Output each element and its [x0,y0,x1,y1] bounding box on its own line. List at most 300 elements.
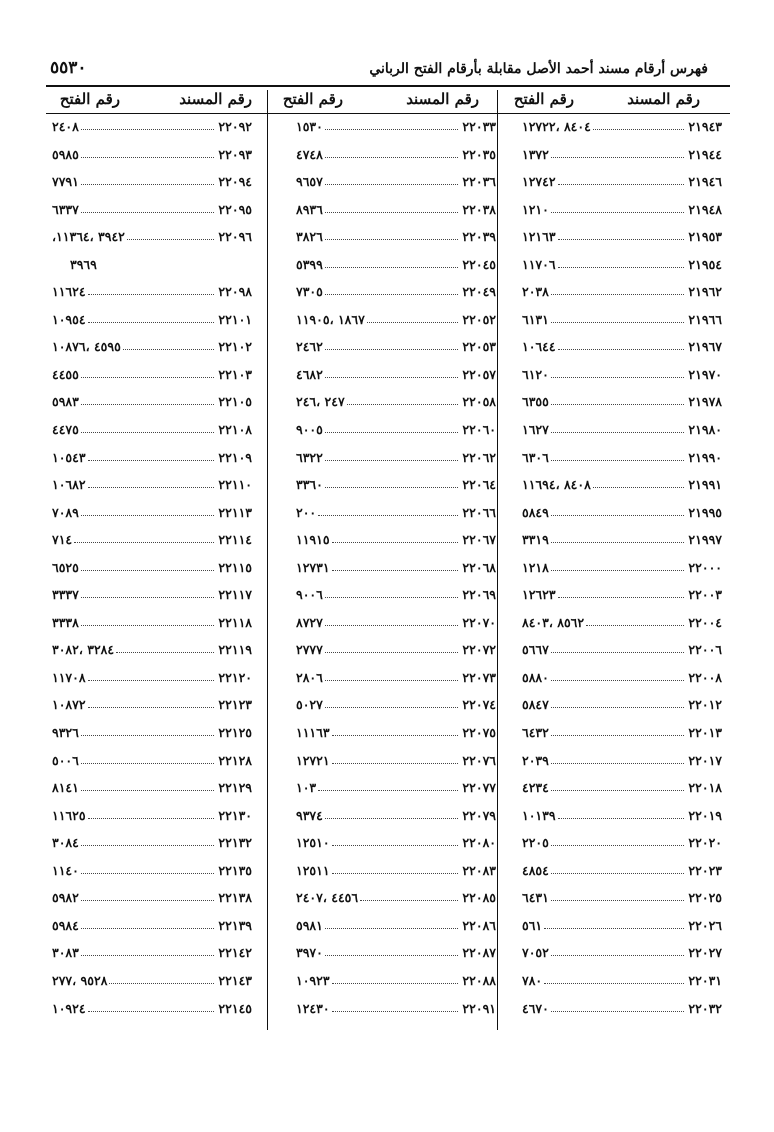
musnad-number: ٢٢٠٨٣ [462,862,496,878]
fath-number: ١١٧٠٨ [52,669,86,685]
musnad-number: ٢٢٠٥٣ [462,339,496,355]
leader-dots [81,184,214,185]
fath-number: ٤٦٧٠ [522,1000,549,1016]
fath-number: ٨٧٢٧ [296,614,323,630]
leader-dots [551,790,684,791]
index-row [296,499,496,527]
index-row [296,306,496,334]
fath-number: ١١٩١٥ [296,532,330,548]
fath-number: ١٠١٣٩ [522,807,556,823]
musnad-number: ٢٢٠٥٨ [462,394,496,410]
index-row [52,471,252,499]
leader-dots [332,570,458,571]
fath-number: ١٢١٨ [522,559,549,575]
fath-number: ٢٢٠٥ [522,835,549,851]
leader-dots [325,377,458,378]
fath-number: ٨٩٣٦ [296,201,323,217]
index-row [296,829,496,857]
fath-number: ٩٠٠٥ [296,422,323,438]
fath-number: ٣٩٤٢ ،١١٣٦٤، [52,229,125,245]
musnad-number: ٢٢٠٧٦ [462,752,496,768]
index-row [296,471,496,499]
top-rule [46,85,730,87]
musnad-number: ٢٢٠٦٤ [462,477,496,493]
fath-number: ٦٥٢٥ [52,559,79,575]
musnad-number: ٢٢١٢٣ [218,697,252,713]
musnad-number: ٢٢٠٧٢ [462,642,496,658]
leader-dots [81,129,214,130]
leader-dots [325,928,458,929]
page-number: ٥٥٣٠ [50,58,87,78]
musnad-number: ٢٢٠٠٤ [688,614,722,630]
musnad-number: ٢٢١٣٠ [218,807,252,823]
leader-dots [81,570,214,571]
musnad-number: ٢٢٠٦٨ [462,559,496,575]
index-column-1 [522,113,722,1022]
fath-number: ١٠٨٧٢ [52,697,86,713]
fath-number: ٥٠٢٧ [296,697,323,713]
index-row [522,361,722,389]
musnad-number: ٢٢٠٢٣ [688,862,722,878]
musnad-number: ٢٢١٣٥ [218,862,252,878]
fath-number: ٦٣٢٢ [296,449,323,465]
fath-number: ١١٦٢٥ [52,807,86,823]
leader-dots [325,239,458,240]
leader-dots [551,1011,684,1012]
leader-dots [332,735,458,736]
fath-number: ٤٨٥٤ [522,862,549,878]
fath-number: ٣٣٣٨ [52,614,79,630]
musnad-number: ٢٢٠٠٣ [688,587,722,603]
index-row [52,444,252,472]
fath-number: ١٠٦٤٤ [522,339,556,355]
fath-number: ٧٣٠٥ [296,284,323,300]
index-row [52,251,252,279]
fath-number: ٦٤٣٢ [522,725,549,741]
leader-dots [558,349,684,350]
musnad-number: ٢٢٠٣١ [688,972,722,988]
leader-dots [325,597,458,598]
index-row [52,278,252,306]
index-row [52,664,252,692]
musnad-number: ٢٢٠٧٥ [462,725,496,741]
index-row [52,884,252,912]
fath-number: ٩٠٠٦ [296,587,323,603]
index-row [522,251,722,279]
leader-dots [325,818,458,819]
fath-number: ١٥٣٠ [296,119,323,134]
fath-number: ٤٧٤٨ [296,146,323,162]
leader-dots [116,652,214,653]
column-divider-right [497,90,498,1030]
leader-dots [325,184,458,185]
fath-number: ٥٦١ [522,917,543,933]
index-row [52,857,252,885]
musnad-number: ٢٢٠٩٤ [218,174,252,190]
musnad-number: ٢٢٠٤٩ [462,284,496,300]
fath-number: ٥٩٨٥ [52,146,79,162]
leader-dots [81,625,214,626]
leader-dots [88,487,214,488]
fath-number: ٧٧٩١ [52,174,79,190]
index-row [52,388,252,416]
musnad-number: ٢١٩٩٥ [688,504,722,520]
musnad-number: ٢٢١٤٢ [218,945,252,961]
leader-dots [551,707,684,708]
musnad-number: ٢١٩٤٤ [688,146,722,162]
index-row [522,526,722,554]
index-row [52,995,252,1023]
musnad-number: ٢٢٠٦٢ [462,449,496,465]
musnad-number: ٢٢٠٦٧ [462,532,496,548]
index-row [522,278,722,306]
index-row [522,967,722,995]
fath-number: ٢٤٧ ،٢٤٦ [296,394,345,410]
musnad-number: ٢١٩٧٨ [688,394,722,410]
musnad-number: ٢١٩٨٠ [688,422,722,438]
fath-number: ٥٨٤٩ [522,504,549,520]
musnad-number: ٢٢٠٣٩ [462,229,496,245]
fath-number: ١٢٧٤٢ [522,174,556,190]
leader-dots [81,873,214,874]
leader-dots [325,625,458,626]
fath-number: ١١٧٠٦ [522,256,556,272]
musnad-number: ٢٢١٠٩ [218,449,252,465]
musnad-number: ٢٢٠٠٦ [688,642,722,658]
musnad-number: ٢٢٠٧٠ [462,614,496,630]
index-row [296,774,496,802]
fath-number: ٨٤٠٨ ،١١٦٩٤ [522,477,591,493]
musnad-number: ٢١٩٥٣ [688,229,722,245]
leader-dots [81,212,214,213]
leader-dots [325,212,458,213]
leader-dots [558,267,684,268]
leader-dots [593,487,684,488]
musnad-number: ٢٢١٢٥ [218,725,252,741]
index-row [296,664,496,692]
index-row [296,747,496,775]
fath-number: ٦١٣١ [522,311,549,327]
fath-number: ٥٩٨٤ [52,917,79,933]
leader-dots [558,184,684,185]
fath-number: ١٢١٦٣ [522,229,556,245]
leader-dots [325,294,458,295]
musnad-number: ٢١٩٥٤ [688,256,722,272]
leader-dots [551,955,684,956]
leader-dots [551,735,684,736]
index-row [522,554,722,582]
musnad-number: ٢٢٠١٧ [688,752,722,768]
leader-dots [325,707,458,708]
index-row [52,113,252,141]
fath-number: ٣٩٧٠ [296,945,323,961]
musnad-number: ٢٢١٠٥ [218,394,252,410]
fath-number: ٦٣٣٧ [52,201,79,217]
index-row [52,747,252,775]
musnad-number: ٢٢٠٦٩ [462,587,496,603]
col2-header-musnad: رقم المسند [406,90,479,108]
musnad-number: ٢٢١١٧ [218,587,252,603]
index-row [522,636,722,664]
fath-number: ٤٦٨٢ [296,366,323,382]
leader-dots [325,157,458,158]
index-row [522,691,722,719]
leader-dots [551,845,684,846]
leader-dots [325,432,458,433]
index-row [52,416,252,444]
index-row [52,636,252,664]
fath-number: ١٨٦٧ ،١١٩٠٥ [296,311,365,327]
musnad-number: ٢١٩٤٨ [688,201,722,217]
index-row [296,416,496,444]
fath-number: ٥٨٨٠ [522,669,549,685]
index-row [522,416,722,444]
leader-dots [81,763,214,764]
index-row [522,995,722,1023]
leader-dots [81,597,214,598]
musnad-number: ٢٢٠٩٢ [218,119,252,134]
fath-number: ٣٩٦٩ [70,256,97,272]
leader-dots [360,900,458,901]
musnad-number: ٢٢١١٠ [218,477,252,493]
fath-number: ١٦٢٧ [522,422,549,438]
leader-dots [551,570,684,571]
index-row [522,141,722,169]
musnad-number: ٢٢١٢٩ [218,780,252,796]
musnad-number: ٢٢٠٥٢ [462,311,496,327]
leader-dots [74,542,214,543]
index-row [522,196,722,224]
musnad-number: ٢٢١١٣ [218,504,252,520]
leader-dots [332,1011,458,1012]
musnad-number: ٢٢١١٨ [218,614,252,630]
fath-number: ٣٣٦٠ [296,477,323,493]
musnad-number: ٢٢٠١٢ [688,697,722,713]
leader-dots [81,515,214,516]
index-row [296,444,496,472]
leader-dots [586,625,684,626]
index-row [296,719,496,747]
leader-dots [347,404,458,405]
leader-dots [127,239,214,240]
leader-dots [318,790,458,791]
leader-dots [325,487,458,488]
leader-dots [88,818,214,819]
leader-dots [88,707,214,708]
fath-number: ١١٤٠ [52,862,79,878]
fath-number: ٢٤٠٨ [52,119,79,134]
index-row [52,774,252,802]
index-row [52,719,252,747]
index-row [296,884,496,912]
fath-number: ٩٦٥٧ [296,174,323,190]
musnad-number: ٢١٩٩٧ [688,532,722,548]
musnad-number: ٢٢٠١٩ [688,807,722,823]
fath-number: ٤٢٣٤ [522,780,549,796]
musnad-number: ٢٢٠١٣ [688,725,722,741]
fath-number: ١٠٩٢٣ [296,972,330,988]
leader-dots [81,955,214,956]
fath-number: ٩٣٢٦ [52,725,79,741]
musnad-number: ٢٢٠٦٠ [462,422,496,438]
index-row [52,967,252,995]
leader-dots [551,432,684,433]
fath-number: ٥٩٨١ [296,917,323,933]
musnad-number: ٢٢٠٠٠ [688,559,722,575]
leader-dots [81,845,214,846]
index-row [52,691,252,719]
index-row [52,609,252,637]
musnad-number: ٢٢٠٧٩ [462,807,496,823]
fath-number: ٤٤٥٦ ،٢٤٠٧ [296,890,359,906]
index-row [522,113,722,141]
musnad-number: ٢٢٠٨٥ [462,890,496,906]
musnad-number: ٢١٩٩١ [688,477,722,493]
leader-dots [81,900,214,901]
fath-number: ٧٠٥٢ [522,945,549,961]
index-row [522,747,722,775]
index-row [522,912,722,940]
musnad-number: ٢٢٠٣٥ [462,146,496,162]
fath-number: ٢٤٦٢ [296,339,323,355]
index-row [52,361,252,389]
leader-dots [81,432,214,433]
fath-number: ٣٨٢٦ [296,229,323,245]
leader-dots [551,652,684,653]
musnad-number: ٢٢١٠٢ [218,339,252,355]
index-row [52,526,252,554]
musnad-number: ٢٢٠٨٠ [462,835,496,851]
musnad-number: ٢٢١٠٣ [218,366,252,382]
index-row [296,691,496,719]
fath-number: ٩٣٧٤ [296,807,323,823]
musnad-number: ٢٢٠٩٥ [218,201,252,217]
leader-dots [332,763,458,764]
musnad-number: ٢٢١٤٣ [218,972,252,988]
leader-dots [558,818,684,819]
musnad-number: ٢٢٠٢٧ [688,945,722,961]
fath-number: ٥٣٩٩ [296,256,323,272]
musnad-number: ٢٢١١٥ [218,559,252,575]
fath-number: ٥٩٨٢ [52,890,79,906]
index-row [522,884,722,912]
index-row [522,333,722,361]
fath-number: ٣٠٨٤ [52,835,79,851]
fath-number: ٨١٤١ [52,780,79,796]
leader-dots [551,763,684,764]
index-row [52,499,252,527]
index-row [296,636,496,664]
index-row [52,802,252,830]
musnad-number: ٢٢١٠٨ [218,422,252,438]
fath-number: ٥٨٤٧ [522,697,549,713]
leader-dots [81,377,214,378]
index-row [522,857,722,885]
fath-number: ٤٥٩٥ ،١٠٨٧٦ [52,339,121,355]
index-row [522,609,722,637]
leader-dots [551,157,684,158]
leader-dots [325,955,458,956]
musnad-number: ٢٢٠٩٨ [218,284,252,300]
leader-dots [551,873,684,874]
index-row [522,939,722,967]
musnad-number: ٢١٩٦٧ [688,339,722,355]
leader-dots [81,404,214,405]
musnad-number: ٢٢٠٥٧ [462,366,496,382]
fath-number: ٣٠٨٣ [52,945,79,961]
leader-dots [551,542,684,543]
fath-number: ٨٤٠٤ ،١٢٧٢٢ [522,119,591,134]
index-row [522,306,722,334]
col1-header-musnad: رقم المسند [627,90,700,108]
leader-dots [367,322,458,323]
index-row [296,802,496,830]
leader-dots [81,928,214,929]
musnad-number: ٢٢٠٣٨ [462,201,496,217]
musnad-number: ٢١٩٧٠ [688,366,722,382]
musnad-number: ٢١٩٦٢ [688,284,722,300]
musnad-number: ٢٢١٢٠ [218,669,252,685]
musnad-number: ٢٢٠٦٦ [462,504,496,520]
leader-dots [551,404,684,405]
fath-number: ٦١٢٠ [522,366,549,382]
fath-number: ٣٣٣٧ [52,587,79,603]
leader-dots [332,873,458,874]
musnad-number: ٢٢٠٢٦ [688,917,722,933]
fath-number: ١١١٦٣ [296,725,330,741]
fath-number: ١٣٧٢ [522,146,549,162]
index-row [296,967,496,995]
index-row [296,251,496,279]
leader-dots [551,294,684,295]
index-row [52,168,252,196]
index-row [522,774,722,802]
index-row [522,471,722,499]
leader-dots [544,928,684,929]
leader-dots [81,790,214,791]
leader-dots [109,983,214,984]
musnad-number: ٢٢١٣٩ [218,917,252,933]
index-row [296,581,496,609]
index-row [522,223,722,251]
index-column-3 [52,113,252,1022]
leader-dots [88,1011,214,1012]
index-row [296,609,496,637]
musnad-number: ٢٢١١٩ [218,642,252,658]
fath-number: ١٢٧٢١ [296,752,330,768]
fath-number: ٢٧٧٧ [296,642,323,658]
leader-dots [325,680,458,681]
index-row [296,554,496,582]
fath-number: ٥٩٨٣ [52,394,79,410]
fath-number: ٢٠٠ [296,504,317,520]
musnad-number: ٢١٩٦٦ [688,311,722,327]
col3-header-musnad: رقم المسند [179,90,252,108]
leader-dots [551,460,684,461]
fath-number: ٩٥٢٨ ،٢٧٧ [52,972,108,988]
index-row [522,499,722,527]
col3-header-fath: رقم الفتح [59,90,120,108]
musnad-number: ٢٢٠٩١ [462,1000,496,1016]
index-row [296,857,496,885]
musnad-number: ٢٢٠٧٧ [462,780,496,796]
index-row [296,196,496,224]
musnad-number: ٢٢٠٣٣ [462,119,496,134]
leader-dots [551,900,684,901]
index-row [52,554,252,582]
leader-dots [88,460,214,461]
index-row [296,388,496,416]
